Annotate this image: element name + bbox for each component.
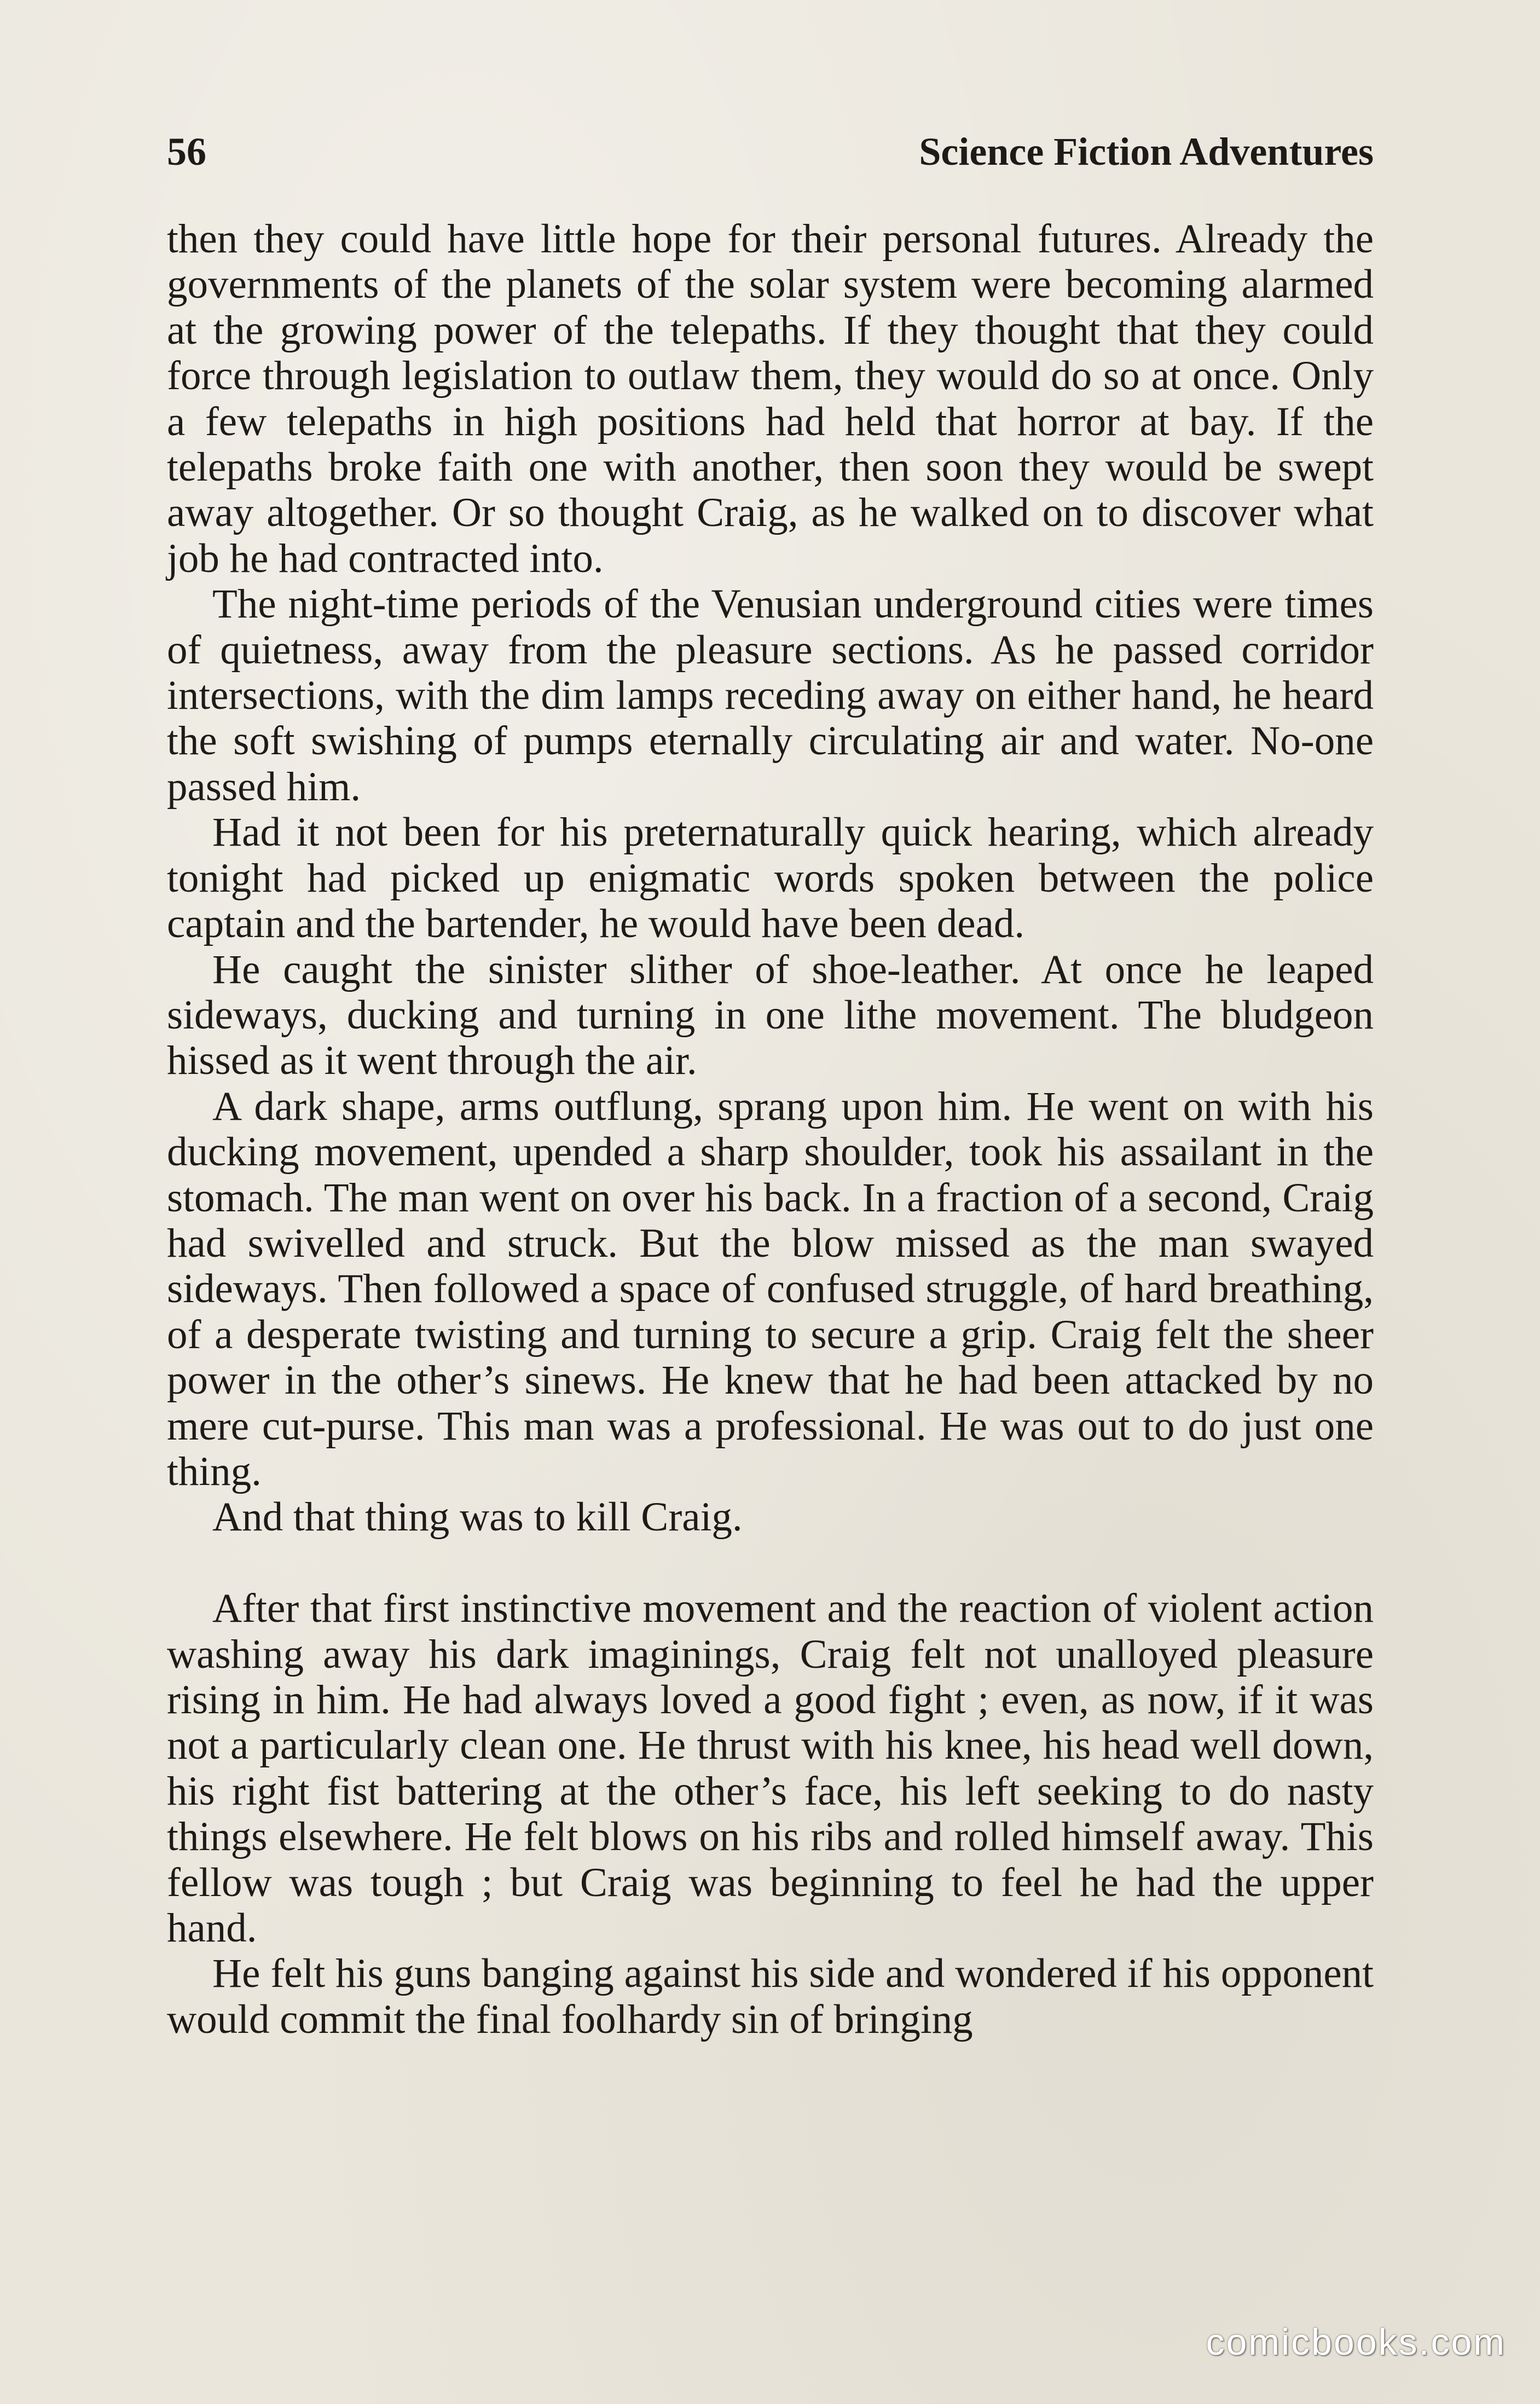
page-header [167, 122, 1374, 182]
paragraph: then they could have little hope for their personal futures. Already the governments of the planets of the solar system were becoming alarmed at the growing power of the telepaths. If they thought that they could force through legislation to outlaw them, they would do so at once. Only a few telepaths in high positions had held that horror at bay. If the telepaths broke faith one with another, then soon they would be swept away altogether. Or so thought Craig, as he walked on to discover what job he had contracted into. [167, 216, 1374, 581]
page-number: 56 [167, 130, 206, 174]
watermark-text: comicbooks.com [1206, 2321, 1506, 2363]
body-text [167, 216, 1374, 2042]
paragraph: A dark shape, arms outflung, sprang upon him. He went on with his ducking movement, upended a sharp shoulder, took his assailant in the stomach. The man went on over his back. In a fraction of a second, Craig had swivelled and struck. But the blow missed as the man swayed sideways. Then followed a space of confused struggle, of hard breathing, of a desperate twisting and turning to secure a grip. Craig felt the sheer power in the other’s sinews. He knew that he had been attacked by no mere cut-purse. This man was a professional. He was out to do just one thing. [167, 1083, 1374, 1494]
paragraph: After that first instinctive movement and the reaction of violent action washing away his dark imaginings, Craig felt not unalloyed pleasure rising in him. He had always loved a good fight ; even, as now, if it was not a particularly clean one. He thrust with his knee, his head well down, his right fist battering at the other’s face, his left seeking to do nasty things elsewhere. He felt blows on his ribs and rolled himself away. This fellow was tough ; but Craig was beginning to feel he had the upper hand. [167, 1586, 1374, 1951]
paragraph: Had it not been for his preternaturally quick hearing, which already tonight had picked up enigmatic words spoken between the police captain and the bartender, he would have been dead. [167, 810, 1374, 947]
paragraph: He felt his guns banging against his side and wondered if his opponent would commit the final foolhardy sin of bringing [167, 1951, 1374, 2042]
section-break [167, 1540, 1374, 1586]
paragraph: The night-time periods of the Venusian underground cities were times of quietness, away from the pleasure sections. As he passed corridor intersections, with the dim lamps receding away on either hand, he heard the soft swishing of pumps eternally circulating air and water. No-one passed him. [167, 581, 1374, 810]
paragraph: He caught the sinister slither of shoe-leather. At once he leaped sideways, ducking and turning in one lithe movement. The bludgeon hissed as it went through the air. [167, 946, 1374, 1084]
paragraph: And that thing was to kill Craig. [212, 1494, 743, 1540]
running-title: Science Fiction Adventures [919, 130, 1374, 174]
